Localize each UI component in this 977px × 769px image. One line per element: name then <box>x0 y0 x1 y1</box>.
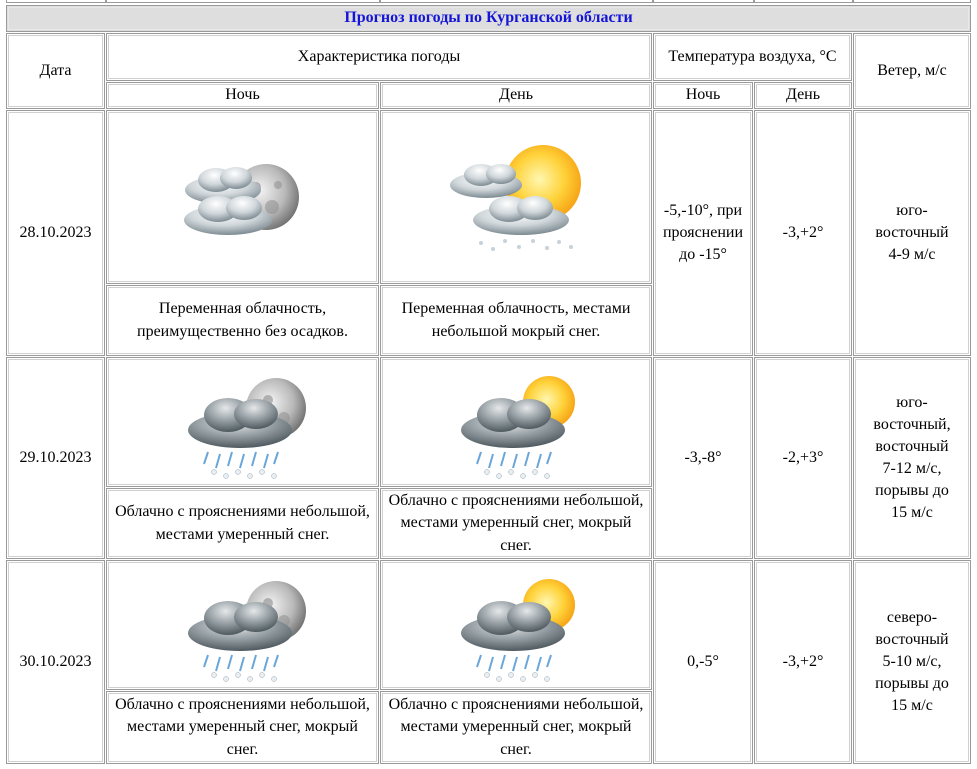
row-2-night-desc-text: Облачно с прояснениями небольшой, местами умеренный снег. <box>115 503 370 543</box>
row-3-date <box>6 560 105 764</box>
row-2-date <box>6 357 105 559</box>
row-3-wind <box>853 560 971 764</box>
row-2-date-text: 29.10.2023 <box>19 448 92 466</box>
cloudy-night-moon-icon <box>168 135 318 260</box>
header-date <box>6 33 105 109</box>
header-weather-night-label: Ночь <box>225 86 260 104</box>
snow-night-moon-icon <box>168 360 318 485</box>
header-temp-label: Температура воздуха, °С <box>668 47 837 65</box>
row-2-temp-night-text: -3,-8° <box>684 448 722 466</box>
forecast-title <box>6 5 971 32</box>
header-weather-label: Характеристика погоды <box>297 47 461 65</box>
row-2-night-desc <box>106 488 379 559</box>
row-3-night-desc <box>106 691 379 764</box>
cloudy-day-sun-snow-icon <box>441 135 591 260</box>
row-3-wind-text: северо-восточный 5-10 м/с, порывы до 15 м/с <box>875 608 949 715</box>
row-2-day-desc-text: Облачно с прояснениями небольшой, местами умеренный снег, мокрый снег. <box>388 492 644 554</box>
row-2-temp-night <box>653 357 753 559</box>
row-3-day-desc-text: Облачно с прояснениями небольшой, местами умеренный снег, мокрый снег. <box>388 696 644 758</box>
row-2-night-icon-cell <box>106 357 379 487</box>
row-2-wind-text: юго-восточный, восточный 7-12 м/с, порывы до 15 м/с <box>873 393 951 522</box>
header-temp-night <box>653 82 753 109</box>
row-1-day-desc <box>380 285 652 356</box>
row-1-date-text: 28.10.2023 <box>19 223 92 241</box>
header-date-label: Дата <box>39 61 72 79</box>
row-1-day-icon-cell <box>380 110 652 284</box>
row-1-night-icon-cell <box>106 110 379 284</box>
row-1-day-desc-text: Переменная облачность, местами небольшой мокрый снег. <box>401 300 631 340</box>
row-2-day-desc <box>380 488 652 559</box>
row-1-wind-text: юго-восточный 4-9 м/с <box>875 201 949 264</box>
snow-day-sun-icon <box>441 360 591 485</box>
forecast-title-text: Прогноз погоды по Курганской области <box>344 9 633 27</box>
row-1-temp-day-text: -3,+2° <box>782 223 824 241</box>
row-3-day-icon-cell <box>380 560 652 690</box>
header-temp <box>653 33 852 81</box>
header-weather-day <box>380 82 652 109</box>
row-2-wind <box>853 357 971 559</box>
header-weather <box>106 33 652 81</box>
row-3-day-desc <box>380 691 652 764</box>
row-2-temp-day-text: -2,+3° <box>782 448 824 466</box>
row-3-date-text: 30.10.2023 <box>19 652 92 670</box>
header-temp-night-label: Ночь <box>685 86 721 104</box>
row-3-night-icon-cell <box>106 560 379 690</box>
row-3-temp-night-text: 0,-5° <box>687 652 719 670</box>
row-3-temp-day-text: -3,+2° <box>782 652 824 670</box>
header-weather-night <box>106 82 379 109</box>
row-1-wind <box>853 110 971 356</box>
row-2-day-icon-cell <box>380 357 652 487</box>
row-1-date <box>6 110 105 356</box>
snow-day-sun-icon <box>441 563 591 688</box>
header-wind-label: Ветер, м/с <box>877 61 947 79</box>
row-2-temp-day <box>754 357 852 559</box>
header-wind <box>853 33 971 109</box>
row-3-night-desc-text: Облачно с прояснениями небольшой, местами умеренный снег, мокрый снег. <box>115 696 370 758</box>
row-1-night-desc-text: Переменная облачность, преимущественно без осадков. <box>137 300 348 340</box>
row-1-temp-day <box>754 110 852 356</box>
snow-night-moon-icon <box>168 563 318 688</box>
header-temp-day-label: День <box>785 86 821 104</box>
row-1-night-desc <box>106 285 379 356</box>
row-1-temp-night-text: -5,-10°, при прояснении до -15° <box>662 201 744 264</box>
row-3-temp-night <box>653 560 753 764</box>
row-3-temp-day <box>754 560 852 764</box>
row-1-temp-night <box>653 110 753 356</box>
header-weather-day-label: День <box>498 86 534 104</box>
header-temp-day <box>754 82 852 109</box>
